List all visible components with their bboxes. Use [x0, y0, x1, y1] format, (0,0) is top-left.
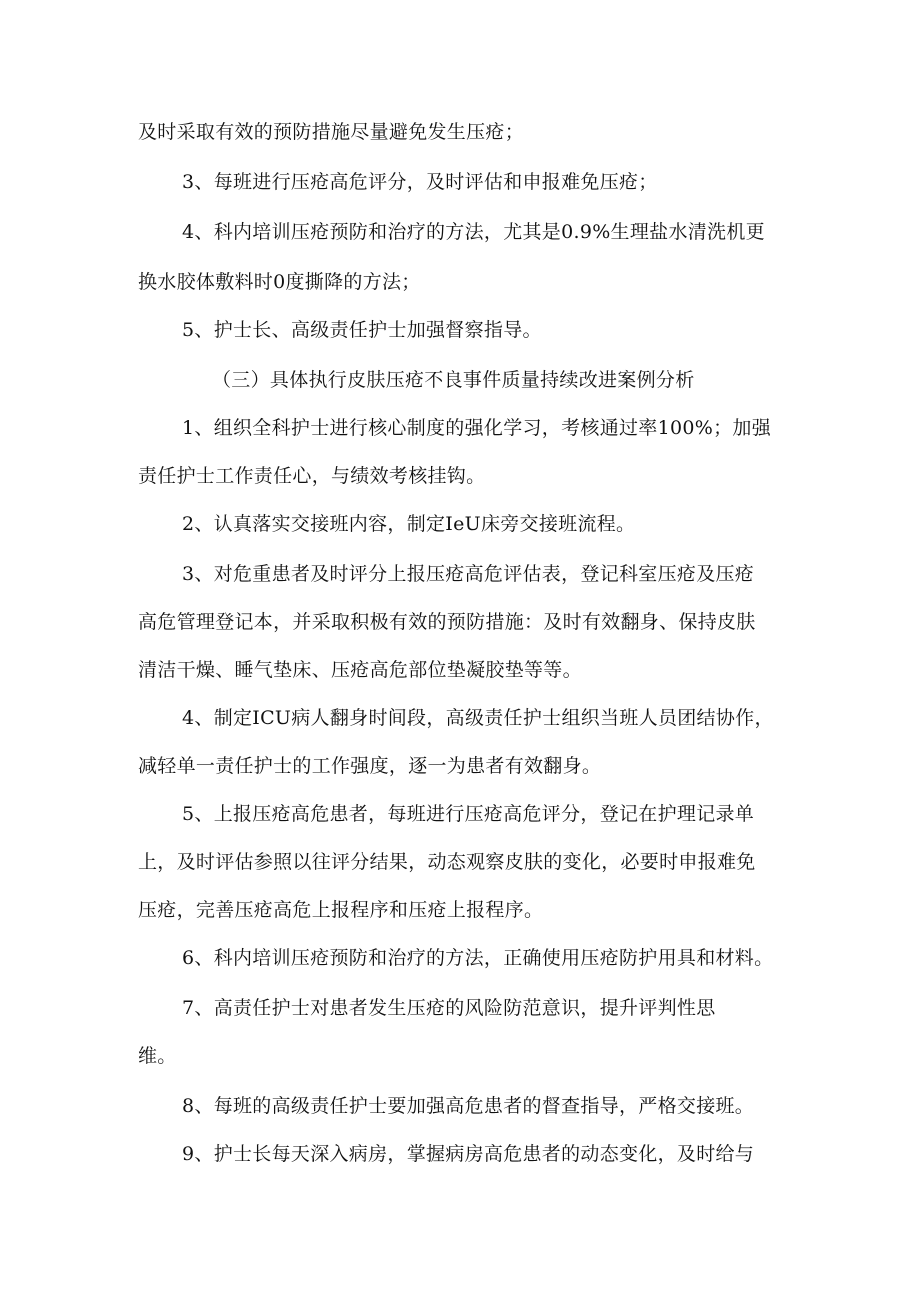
- text-line: 2、认真落实交接班内容，制定IeU床旁交接班流程。: [182, 513, 636, 535]
- text-line: 1、组织全科护士进行核心制度的强化学习，考核通过率100%；加强: [182, 417, 772, 439]
- text-line: 减轻单一责任护士的工作强度，逐一为患者有效翻身。: [138, 755, 602, 777]
- text-line: 7、高责任护士对患者发生压疮的风险防范意识，提升评判性思: [182, 997, 716, 1019]
- text-line: 上，及时评估参照以往评分结果，动态观察皮肤的变化，必要时申报难免: [138, 851, 756, 873]
- text-line: 6、科内培训压疮预防和治疗的方法，正确使用压疮防护用具和材料。: [182, 947, 774, 969]
- text-line: 换水胶体敷料时0度撕降的方法；: [138, 271, 421, 293]
- text-line: 5、上报压疮高危患者，每班进行压疮高危评分，登记在护理记录单: [182, 803, 755, 825]
- text-line: 高危管理登记本，并采取积极有效的预防措施：及时有效翻身、保持皮肤: [138, 611, 756, 633]
- text-line: 及时采取有效的预防措施尽量避免发生压疮；: [138, 121, 525, 143]
- text-line: 5、护士长、高级责任护士加强督察指导。: [182, 319, 542, 341]
- text-line: 维。: [138, 1045, 177, 1067]
- text-line: 8、每班的高级责任护士要加强高危患者的督查指导，严格交接班。: [182, 1095, 755, 1117]
- text-line: 3、每班进行压疮高危评分，及时评估和申报难免压疮；: [182, 171, 658, 193]
- text-line: 3、对危重患者及时评分上报压疮高危评估表，登记科室压疮及压疮: [182, 563, 755, 585]
- text-line: 4、科内培训压疮预防和治疗的方法，尤其是0.9%生理盐水清洗机更: [182, 221, 765, 243]
- text-line: 4、制定ICU病人翻身时间段，高级责任护士组织当班人员团结协作，: [182, 707, 774, 729]
- text-line: 责任护士工作责任心，与绩效考核挂钩。: [138, 465, 486, 487]
- section-heading: （三）具体执行皮肤压疮不良事件质量持续改进案例分析: [212, 369, 695, 391]
- text-line: 压疮，完善压疮高危上报程序和压疮上报程序。: [138, 899, 544, 921]
- text-line: 清洁干燥、睡气垫床、压疮高危部位垫凝胶垫等等。: [138, 659, 582, 681]
- text-line: 9、护士长每天深入病房，掌握病房高危患者的动态变化，及时给与: [182, 1143, 755, 1165]
